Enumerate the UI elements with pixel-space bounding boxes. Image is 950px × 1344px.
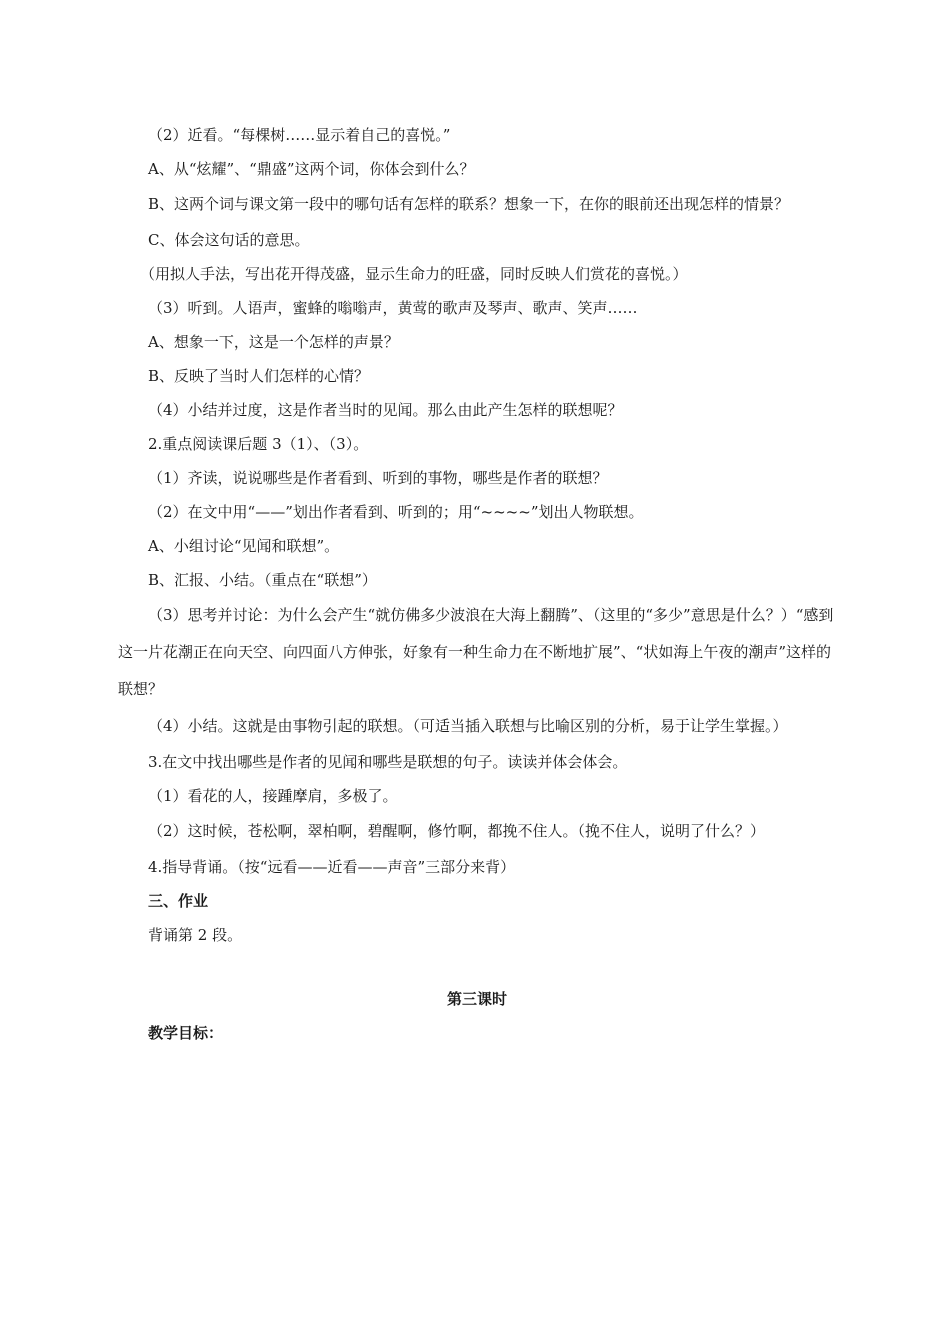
text-line: （2）近看。“每棵树……显示着自己的喜悦。”: [148, 126, 451, 144]
text-line: B、反映了当时人们怎样的心情？: [148, 367, 370, 385]
text-paragraph: B、这两个词与课文第一段中的哪句话有怎样的联系？想象一下，在你的眼前还出现怎样的情景？: [148, 195, 790, 213]
text-line: 4.指导背诵。（按“远看——近看——声音”三部分来背）: [148, 858, 516, 876]
text-line: （用拟人手法，写出花开得茂盛，显示生命力的旺盛，同时反映人们赏花的喜悦。）: [140, 265, 688, 283]
text-line: （1）齐读，说说哪些是作者看到、听到的事物，哪些是作者的联想？: [148, 469, 608, 487]
spacer: [118, 952, 836, 982]
text-paragraph: （2）这时候，苍松啊，翠柏啊，碧醒啊，修竹啊，都挽不住人。（挽不住人，说明了什么？）: [148, 822, 766, 840]
text-line: 背诵第 2 段。: [148, 926, 243, 944]
lesson-title: 第三课时: [446, 990, 507, 1008]
text-paragraph: （4）小结。这就是由事物引起的联想。（可适当插入联想与比喻区别的分析，易于让学生掌握。）: [148, 717, 788, 735]
text-paragraph: （3）思考并讨论：为什么会产生“就仿佛多少波浪在大海上翻腾”、（这里的“多少”意思是什么？）“感到这一片花潮正在向天空、向四面八方伸张，好象有一种生命力在不断地扩展”、“状如海上午夜的潮声”这样的联想？: [118, 606, 834, 698]
text-line: A、小组讨论“见闻和联想”。: [148, 537, 340, 555]
text-line: （4）小结并过度，这是作者当时的见闻。那么由此产生怎样的联想呢？: [148, 401, 623, 419]
text-line: C、体会这句话的意思。: [148, 231, 310, 249]
document-body: [118, 118, 836, 1050]
text-line: A、想象一下，这是一个怎样的声景？: [148, 333, 399, 351]
text-line: 2.重点阅读课后题 3（1）、（3）。: [148, 435, 369, 453]
text-line: （2）在文中用“——”划出作者看到、听到的；用“~~~~”划出人物联想。: [148, 503, 644, 521]
text-line: B、汇报、小结。（重点在“联想”）: [148, 571, 377, 589]
section-heading: 教学目标：: [148, 1024, 224, 1042]
text-line: A、从“炫耀”、“鼎盛”这两个词，你体会到什么？: [148, 160, 475, 178]
text-line: （3）听到。人语声，蜜蜂的嗡嗡声，黄莺的歌声及琴声、歌声、笑声……: [148, 299, 638, 317]
section-heading: 三、作业: [148, 892, 209, 910]
text-line: 3.在文中找出哪些是作者的见闻和哪些是联想的句子。读读并体会体会。: [148, 753, 628, 771]
text-line: （1）看花的人，接踵摩肩，多极了。: [148, 787, 398, 805]
